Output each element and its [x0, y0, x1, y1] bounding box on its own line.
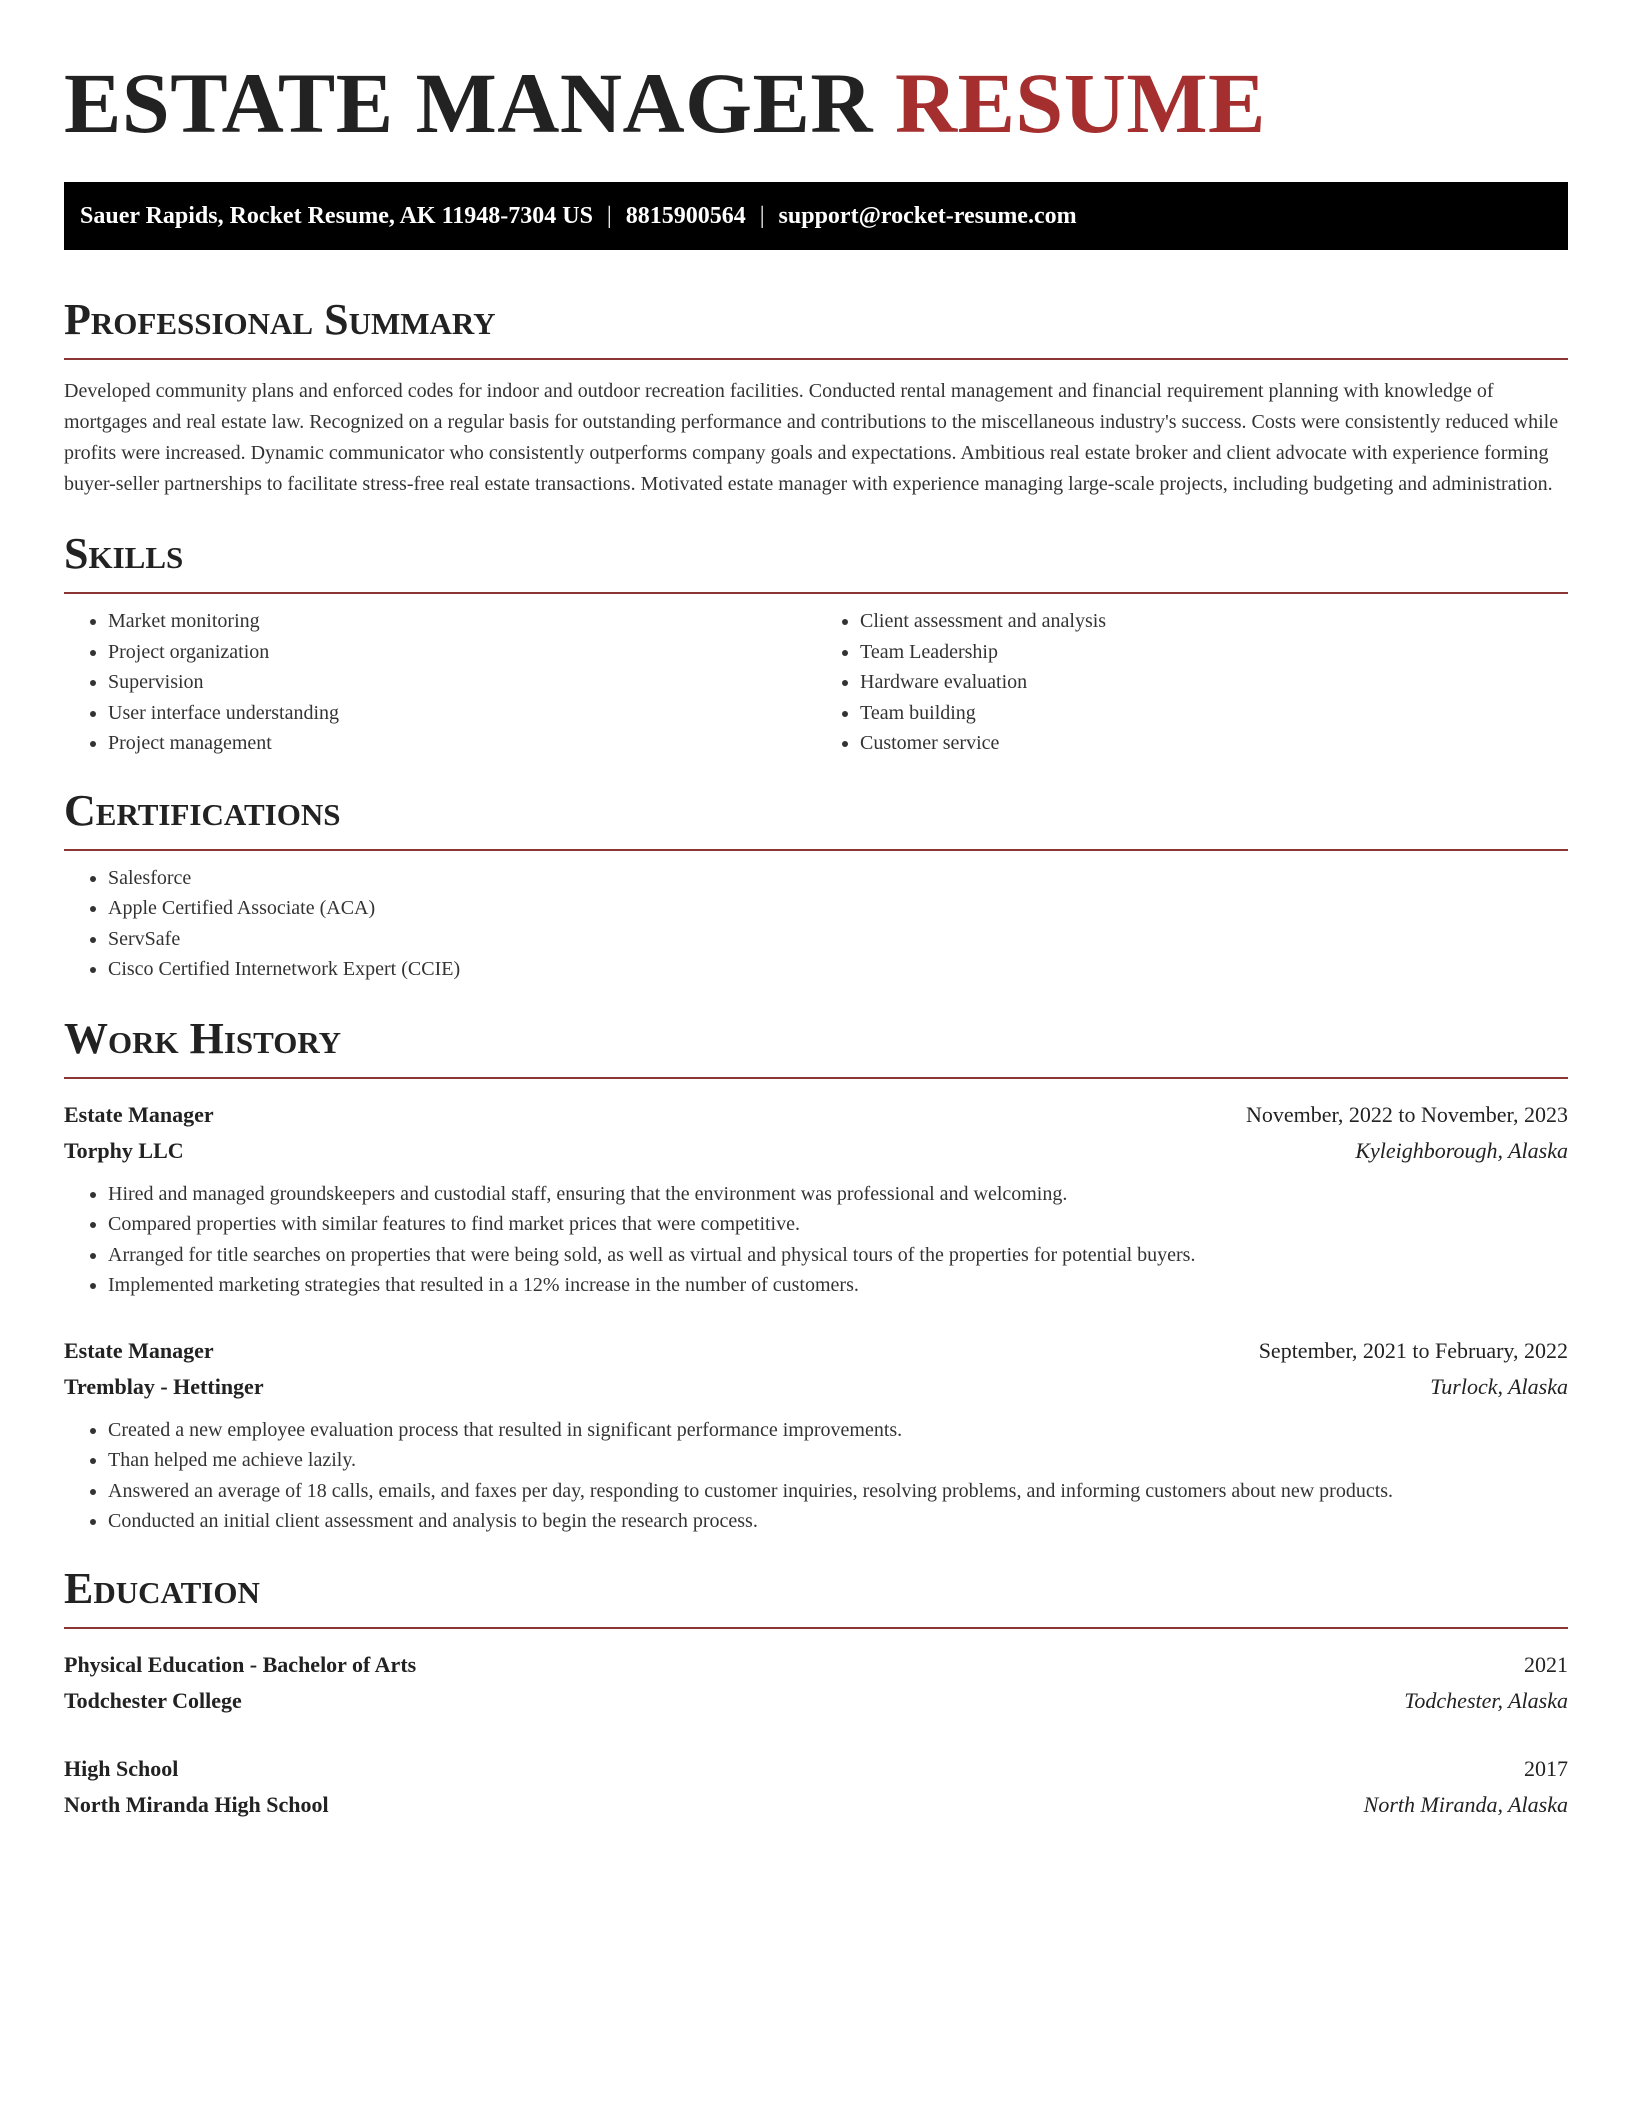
- job-location: Turlock, Alaska: [1430, 1373, 1568, 1399]
- education-section: [64, 1563, 1568, 1823]
- job-company: Tremblay - Hettinger: [64, 1373, 264, 1399]
- job-role: Estate Manager: [64, 1101, 214, 1127]
- education-degree: Physical Education - Bachelor of Arts: [64, 1651, 417, 1677]
- title-main: ESTATE MANAGER: [64, 55, 873, 151]
- skills-section: [64, 528, 1568, 759]
- job-location: Kyleighborough, Alaska: [1355, 1137, 1568, 1163]
- list-item: • Cisco Certified Internetwork Expert (CCIE): [108, 954, 1568, 985]
- contact-email: support@rocket-resume.com: [778, 202, 1077, 229]
- resume-title: [64, 0, 1568, 152]
- list-item: • Customer service: [860, 728, 1568, 759]
- list-item: • Compared properties with similar features to find market prices that were competitive.: [108, 1209, 1568, 1240]
- education-header-row: [64, 1647, 1568, 1683]
- summary-heading: Professional Summary: [64, 295, 496, 344]
- skills-list-right: [816, 606, 1568, 759]
- education-school-row: [64, 1683, 1568, 1719]
- certifications-heading: Certifications: [64, 785, 341, 835]
- education-year: 2017: [1524, 1755, 1568, 1781]
- section-divider: [64, 358, 1568, 360]
- skills-list-left: [64, 606, 816, 759]
- education-school-row: [64, 1787, 1568, 1823]
- section-divider: [64, 1077, 1568, 1079]
- job-dates: November, 2022 to November, 2023: [1245, 1101, 1568, 1127]
- contact-separator: |: [759, 202, 765, 229]
- work-history-section: [64, 1013, 1568, 1537]
- contact-address: Sauer Rapids, Rocket Resume, AK 11948-7304 US: [80, 202, 593, 229]
- title-accent: RESUME: [894, 55, 1266, 151]
- contact-phone: 8815900564: [625, 202, 746, 229]
- contact-separator: |: [606, 202, 612, 229]
- work-history-heading: Work History: [64, 1013, 342, 1063]
- list-item: • Market monitoring: [108, 606, 816, 637]
- education-header-row: [64, 1751, 1568, 1787]
- job-bullets: [64, 1415, 1568, 1537]
- education-entry: [64, 1647, 1568, 1719]
- job-header-row: [64, 1097, 1568, 1133]
- list-item: • Salesforce: [108, 863, 1568, 894]
- list-item: • Implemented marketing strategies that resulted in a 12% increase in the number of customers.: [108, 1270, 1568, 1301]
- job-header-row: [64, 1333, 1568, 1369]
- summary-section: [64, 294, 1568, 500]
- list-item: • Project organization: [108, 637, 816, 668]
- list-item: • Answered an average of 18 calls, emails, and faxes per day, responding to customer inquiries, resolving problems, and informing customers about new products.: [108, 1476, 1568, 1507]
- job-company-row: [64, 1369, 1568, 1405]
- list-item: • Hired and managed groundskeepers and custodial staff, ensuring that the environment was professional and welcoming.: [108, 1179, 1568, 1210]
- skills-grid: [64, 594, 1568, 759]
- list-item: • Team building: [860, 698, 1568, 729]
- education-school: Todchester College: [64, 1687, 242, 1713]
- list-item: • Arranged for title searches on properties that were being sold, as well as virtual and physical tours of the properties for potential buyers.: [108, 1240, 1568, 1271]
- list-item: • Apple Certified Associate (ACA): [108, 893, 1568, 924]
- education-degree: High School: [64, 1755, 179, 1781]
- education-school: North Miranda High School: [64, 1791, 329, 1817]
- list-item: • Project management: [108, 728, 816, 759]
- list-item: • Hardware evaluation: [860, 667, 1568, 698]
- certifications-list: [64, 863, 1568, 985]
- list-item: • Created a new employee evaluation process that resulted in significant performance improvements.: [108, 1415, 1568, 1446]
- certifications-section: [64, 785, 1568, 985]
- contact-bar: [64, 182, 1568, 250]
- summary-text: Developed community plans and enforced codes for indoor and outdoor recreation facilities. Conducted rental management and financial requirement planning with knowledge of mortgages and real estate law. Recognized on a regular basis for outstanding performance and contributions to the miscellaneous industry's success. Costs were consistently reduced while profits were increased. Dynamic communicator who consistently outperforms company goals and expectations. Ambitious real estate broker and client advocate with experience forming buyer-seller partnerships to facilitate stress-free real estate transactions. Motivated estate manager with experience managing large-scale projects, including budgeting and administration.: [64, 380, 1559, 495]
- job-entry: [64, 1333, 1568, 1537]
- section-divider: [64, 849, 1568, 851]
- education-heading: Education: [64, 1563, 260, 1613]
- job-company-row: [64, 1133, 1568, 1169]
- job-dates: September, 2021 to February, 2022: [1258, 1337, 1568, 1363]
- list-item: • ServSafe: [108, 924, 1568, 955]
- section-divider: [64, 1627, 1568, 1629]
- job-company: Torphy LLC: [64, 1137, 184, 1163]
- education-year: 2021: [1524, 1651, 1568, 1677]
- job-entry: [64, 1097, 1568, 1301]
- list-item: • Team Leadership: [860, 637, 1568, 668]
- list-item: • User interface understanding: [108, 698, 816, 729]
- list-item: • Supervision: [108, 667, 816, 698]
- list-item: • Than helped me achieve lazily.: [108, 1445, 1568, 1476]
- job-bullets: [64, 1179, 1568, 1301]
- list-item: • Conducted an initial client assessment and analysis to begin the research process.: [108, 1506, 1568, 1537]
- education-entry: [64, 1751, 1568, 1823]
- list-item: • Client assessment and analysis: [860, 606, 1568, 637]
- education-location: North Miranda, Alaska: [1363, 1791, 1568, 1817]
- skills-heading: Skills: [64, 529, 184, 578]
- job-role: Estate Manager: [64, 1337, 214, 1363]
- education-location: Todchester, Alaska: [1404, 1687, 1568, 1713]
